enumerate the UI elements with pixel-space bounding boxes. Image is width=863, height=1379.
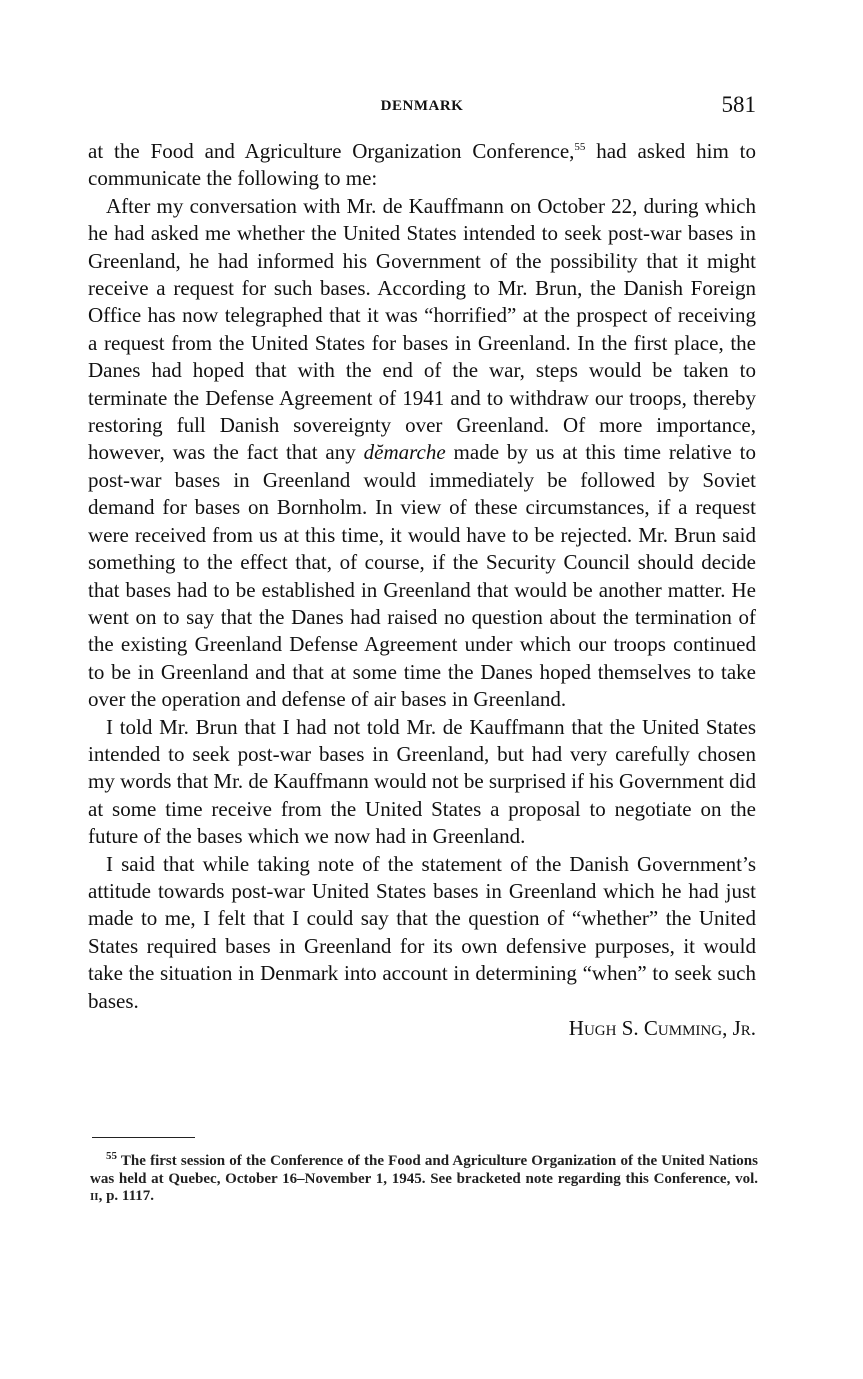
- footnote-volume: ii: [90, 1188, 99, 1204]
- footnote-divider: [92, 1137, 195, 1138]
- running-head: DENMARK: [380, 98, 464, 114]
- paragraph-2-start: After my conversation with Mr. de Kauffmann on October 22, during which he had asked me whether the United States intended to seek post-war bases in Greenland, he had informed his Government of the possibility that it might receive a request for such bases. According to Mr. Brun, the Danish Foreign Office has now telegraphed that it was “horrified” at the prospect of receiving a request from the United States for bases in Greenland. In the first place, the Danes had hoped that with the end of the war, steps would be taken to terminate the Defense Agreement of 1941 and to withdraw our troops, thereby restoring full Danish sovereignty over Greenland. Of more importance, however, was the fact that any: [88, 193, 756, 465]
- paragraph-2-end: made by us at this time relative to post-war bases in Greenland would immediately be followed by Soviet demand for bases on Bornholm. In view of these circumstances, if a request were received from us at this time, it would have to be rejected. Mr. Brun said something to the effect that, of course, if the Security Council should decide that bases had to be established in Greenland that would be another matter. He went on to say that the Danes had raised no question about the termination of the existing Greenland Defense Agreement under which our troops continued to be in Greenland and that at some time the Danes hoped themselves to take over the operation and defense of air bases in Greenland.: [88, 440, 756, 712]
- paragraph-3: I told Mr. Brun that I had not told Mr. de Kauffmann that the United States intended to seek post-war bases in Greenland, but had very carefully chosen my words that Mr. de Kauffmann would not be surprised if his Government did at some time receive from the United States a proposal to negotiate on the future of the bases which we now had in Greenland.: [88, 714, 757, 849]
- paragraph-2: [88, 193, 756, 714]
- page-number: 581: [721, 92, 756, 117]
- page-header: [88, 92, 756, 124]
- footnote-page-ref: , p. 1117.: [98, 1188, 154, 1204]
- paragraph-1-rest: had asked him to communicate the following to me:: [88, 139, 756, 191]
- footnote-marker: 55: [106, 1150, 117, 1162]
- paragraph-2-italic: dĕmarche: [363, 440, 446, 465]
- signature: [88, 1015, 756, 1042]
- paragraph-1: [88, 138, 756, 193]
- paragraph-1-text: at the Food and Agriculture Organization Conference,: [88, 139, 575, 163]
- paragraph-4: I said that while taking note of the statement of the Danish Government’s attitude towards post-war United States bases in Greenland which he had just made to me, I felt that I could say that the question of “whether” the United States required bases in Greenland for its own defensive purposes, it would take the situation in Denmark into account in determining “when” to seek such bases.: [88, 851, 756, 1013]
- footnote-reference: 55: [574, 141, 586, 153]
- footnote-text: [90, 1150, 758, 1206]
- footnote: [90, 1150, 758, 1206]
- body-text: [88, 138, 756, 1042]
- footnote-body: The first session of the Conference of the Food and Agriculture Organization of the United Nations was held at Quebec, October 16–November 1, 1945. See bracketed note regarding this Conference, vol.: [90, 1153, 758, 1187]
- signature-name: Hugh S. Cumming, Jr.: [568, 1016, 756, 1040]
